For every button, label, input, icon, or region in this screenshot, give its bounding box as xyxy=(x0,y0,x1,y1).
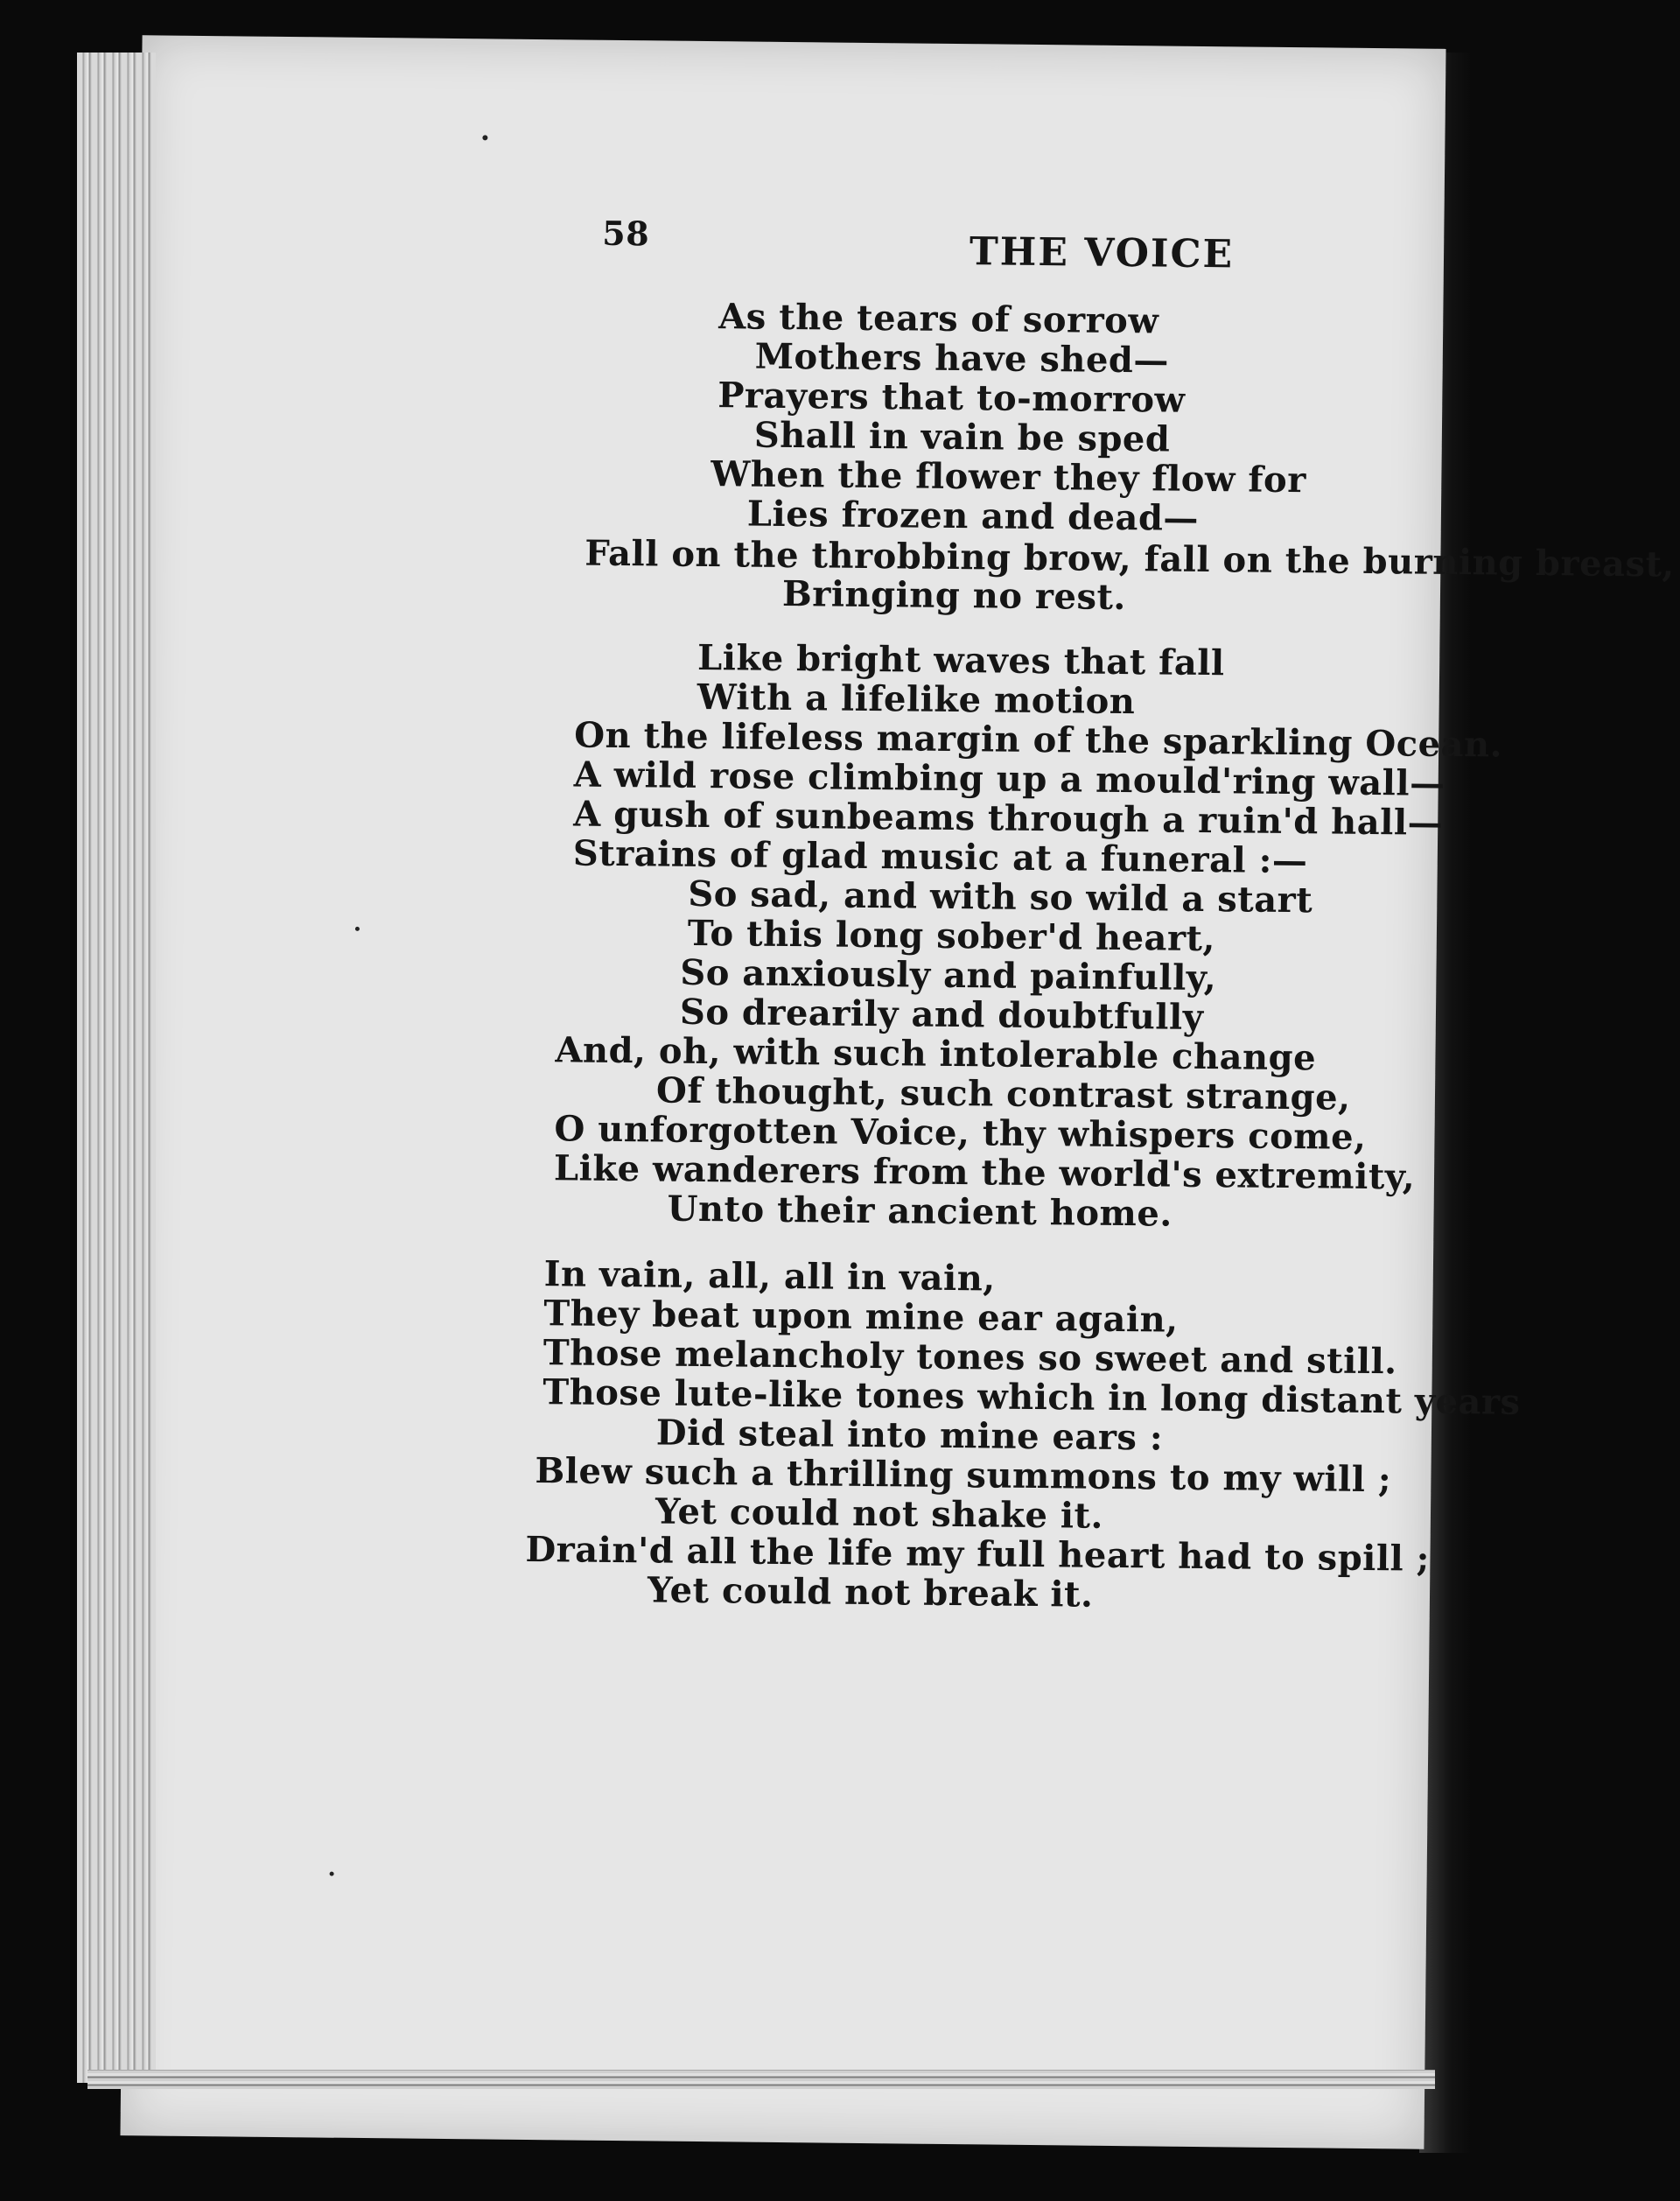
poem-line: Unto their ancient home. xyxy=(667,1188,1173,1235)
poem-line: Yet could not break it. xyxy=(647,1569,1094,1616)
poem-line: In vain, all, all in vain, xyxy=(543,1253,996,1300)
poem-line: A wild rose climbing up a mould'ring wall— xyxy=(573,754,1446,804)
bottom-page-edges xyxy=(88,2070,1435,2089)
poem-line: Lies frozen and dead— xyxy=(746,493,1200,539)
poem-line: Those melancholy tones so sweet and still. xyxy=(542,1332,1397,1383)
poem-line: When the flower they flow for xyxy=(710,453,1307,501)
poem-line: A gush of sunbeams through a ruin'd hall— xyxy=(573,793,1444,844)
poem-line: Of thought, such contrast strange, xyxy=(655,1069,1351,1118)
poem-line: With a lifelike motion xyxy=(696,676,1136,723)
poem-line: And, oh, with such intolerable change xyxy=(555,1029,1317,1079)
poem-line: So anxiously and painfully, xyxy=(680,951,1217,999)
running-title: THE VOICE xyxy=(969,229,1235,277)
bound-page-edges xyxy=(77,53,156,2083)
poem-line: Drain'd all the life my full heart had to spill ; xyxy=(525,1528,1431,1580)
poem-line: Those lute-like tones which in long distant years xyxy=(542,1371,1521,1423)
speck xyxy=(355,927,360,931)
poem-line: So sad, and with so wild a start xyxy=(688,873,1313,922)
poem-line: Strains of glad music at a funeral :— xyxy=(572,832,1308,882)
poem-line: So drearily and doubtfully xyxy=(679,991,1204,1039)
poem-line: As the tears of sorrow xyxy=(718,296,1159,342)
poem-line: O unforgotten Voice, thy whispers come, xyxy=(554,1108,1367,1158)
poem-line: On the lifeless margin of the sparkling Ocean. xyxy=(574,714,1503,766)
poem-line: Mothers have shed— xyxy=(754,335,1170,382)
poem-line: Like wanderers from the world's extremity, xyxy=(553,1147,1416,1198)
poem-line: Prayers that to-morrow xyxy=(718,375,1186,421)
speck xyxy=(482,135,487,140)
page-number: 58 xyxy=(602,213,650,254)
poem-line: Bringing no rest. xyxy=(781,572,1127,619)
poem-line: Did steal into mine ears : xyxy=(655,1412,1164,1459)
poem-line: They beat upon mine ear again, xyxy=(543,1293,1179,1341)
poem-line: Shall in vain be sped xyxy=(753,414,1171,460)
book-page xyxy=(120,35,1676,2148)
poem-line: Like bright waves that fall xyxy=(696,636,1225,684)
poem-line: Blew such a thrilling summons to my will ; xyxy=(535,1450,1392,1501)
speck xyxy=(330,1872,334,1876)
poem-line: Yet could not shake it. xyxy=(654,1490,1104,1537)
poem-line: Fall on the throbbing brow, fall on the burning breast, xyxy=(584,532,1676,585)
poem-line: To this long sober'd heart, xyxy=(687,912,1216,960)
